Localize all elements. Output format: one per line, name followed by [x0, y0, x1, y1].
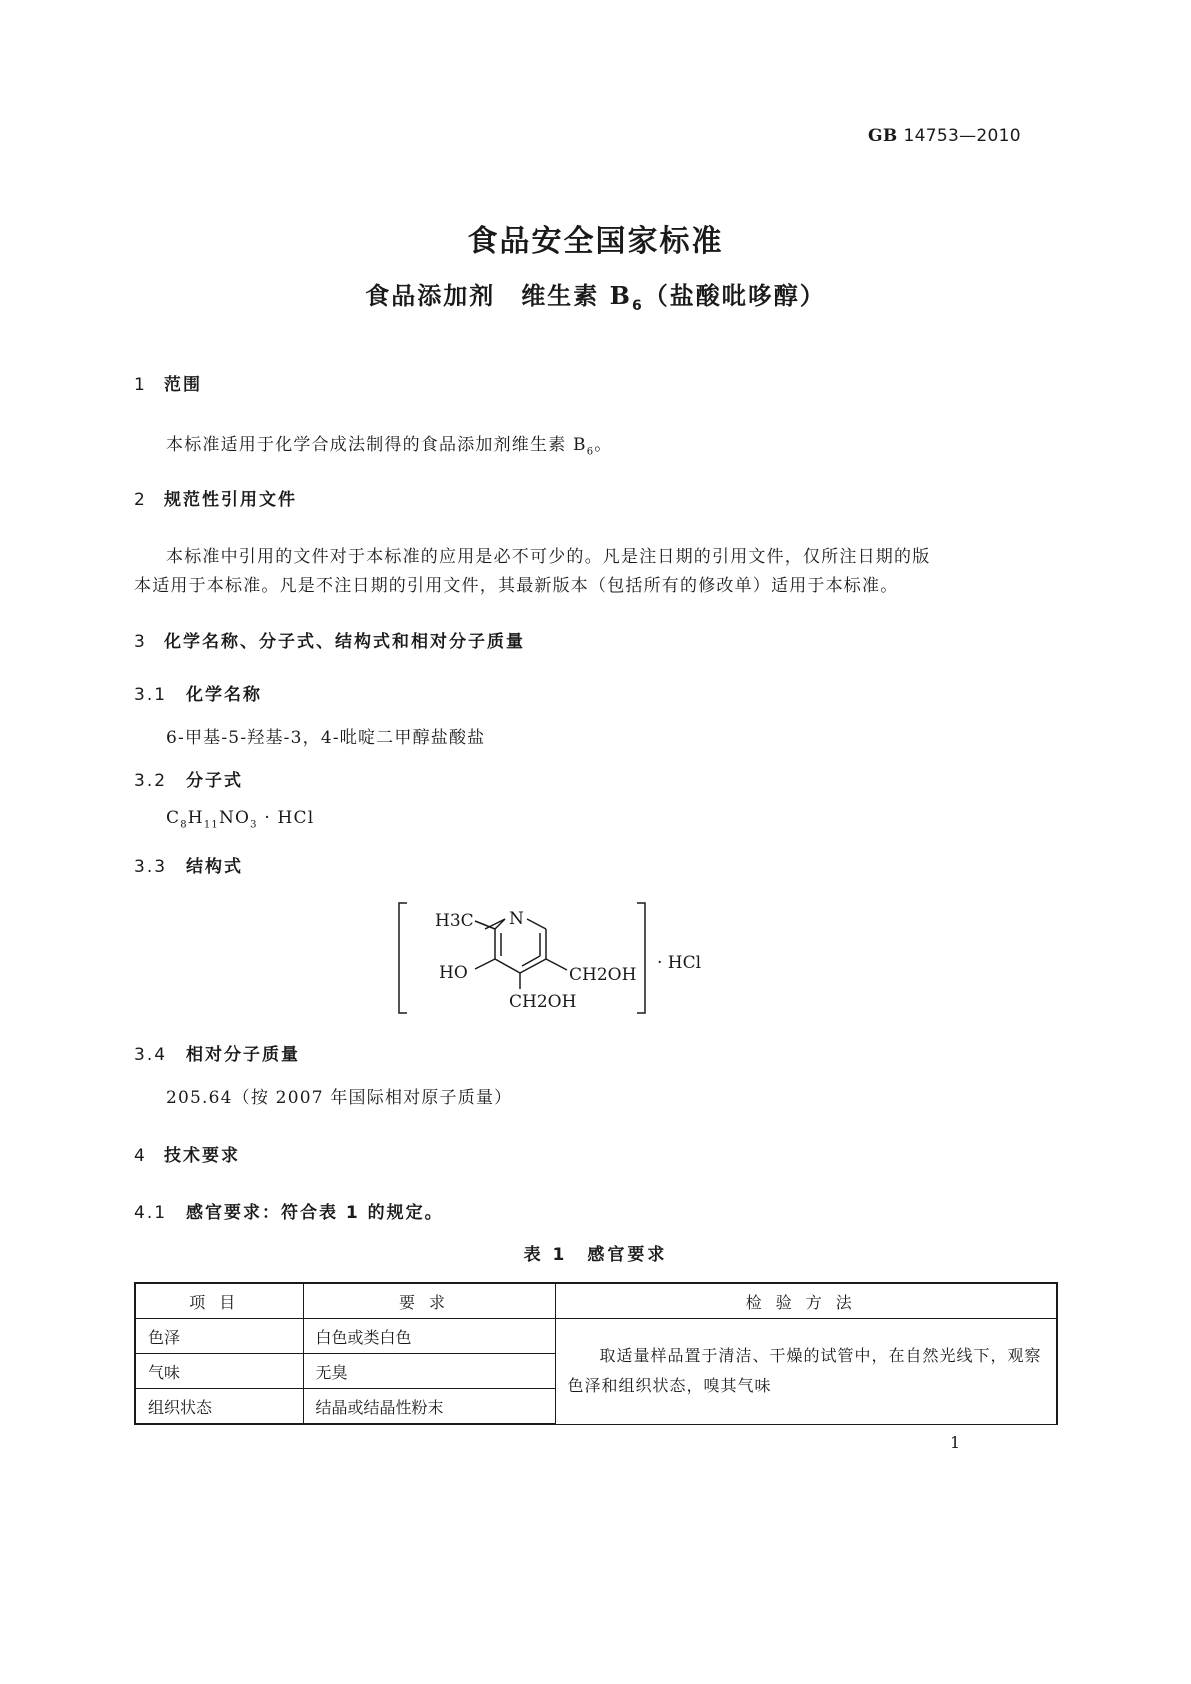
standard-code: 14753—2010	[903, 126, 1021, 146]
hydroxyl-label: HO	[439, 963, 468, 983]
section-3-1-heading: 3.1 化学名称	[134, 685, 262, 705]
hydroxymethyl-right-label: CH2OH	[569, 965, 637, 985]
section-4-heading: 4 技术要求	[134, 1146, 240, 1166]
row-item: 色泽	[135, 1319, 303, 1354]
methyl-label: H3C	[435, 911, 474, 931]
right-bracket	[637, 903, 645, 1013]
section-2-heading: 2 规范性引用文件	[134, 490, 297, 510]
section-1-body: 本标准适用于化学合成法制得的食品添加剂维生素 $B_6$。	[166, 435, 613, 458]
inspection-method: 取适量样品置于清洁、干燥的试管中，在自然光线下，观察色泽和组织状态，嗅其气味	[555, 1319, 1057, 1425]
page-number: 1	[950, 1433, 961, 1452]
hcl-label: · HCl	[657, 953, 702, 973]
section-3-2-heading: 3.2 分子式	[134, 771, 243, 791]
header-requirement: 要求	[303, 1283, 555, 1319]
section-3-heading: 3 化学名称、分子式、结构式和相对分子质量	[134, 632, 525, 652]
document-title: 食品安全国家标准	[467, 224, 724, 259]
hydroxymethyl-bottom-label: CH2OH	[509, 992, 577, 1012]
header-method: 检验方法	[555, 1283, 1057, 1319]
section-2-body-line2: 本适用于本标准。凡是不注日期的引用文件，其最新版本（包括所有的修改单）适用于本标准。	[134, 576, 899, 596]
document-subtitle: 食品添加剂 维生素 $B_6$（盐酸吡哆醇）	[365, 281, 826, 314]
table-caption: 表 1 感官要求	[523, 1245, 668, 1265]
header-item: 项目	[135, 1283, 303, 1319]
table-row	[135, 1319, 1057, 1354]
structural-formula	[395, 900, 735, 1018]
left-bracket	[399, 903, 407, 1013]
section-3-4-heading: 3.4 相对分子质量	[134, 1045, 300, 1065]
chemical-name: 6-甲基-5-羟基-3，4-吡啶二甲醇盐酸盐	[166, 728, 486, 748]
section-2-body-line1: 本标准中引用的文件对于本标准的应用是必不可少的。凡是注日期的引用文件，仅所注日期的版	[166, 547, 931, 567]
row-item: 气味	[135, 1354, 303, 1389]
row-requirement: 白色或类白色	[303, 1319, 555, 1354]
table-header-row	[135, 1283, 1057, 1319]
sensory-requirements-table	[134, 1282, 1058, 1425]
section-4-1-heading: 4.1 感官要求：符合表 1 的规定。	[134, 1203, 444, 1223]
pyridine-ring	[475, 919, 567, 989]
section-1-heading: 1 范围	[134, 375, 202, 395]
nitrogen-label: N	[509, 909, 524, 929]
relative-molecular-mass: 205.64（按 2007 年国际相对原子质量）	[166, 1088, 513, 1108]
section-3-3-heading: 3.3 结构式	[134, 857, 243, 877]
standard-prefix: GB	[868, 126, 898, 146]
row-requirement: 无臭	[303, 1354, 555, 1389]
row-item: 组织状态	[135, 1389, 303, 1425]
row-requirement: 结晶或结晶性粉末	[303, 1389, 555, 1425]
molecular-formula: $C_8H_{11}NO_3$ · HCl	[166, 808, 315, 831]
standard-number	[868, 126, 1021, 146]
